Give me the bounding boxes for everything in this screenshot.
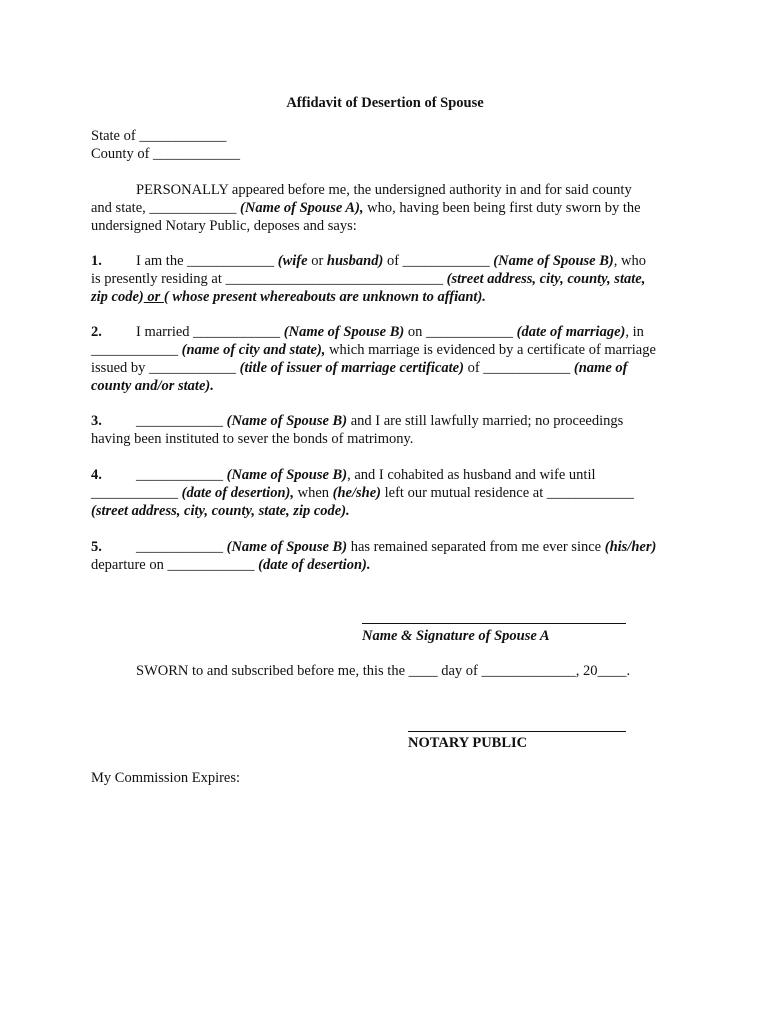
paragraph-3-line-2: having been instituted to sever the bonds of matrimony. [91, 431, 414, 447]
intro-line-2 [91, 199, 641, 217]
or-text: or [143, 289, 164, 305]
placeholder: ( whose present whereabouts are unknown to affiant). [163, 289, 486, 305]
paragraph-number: 1. [91, 253, 102, 269]
text: which marriage is evidenced by a certificate of marriage [325, 342, 656, 358]
text: ____________ [136, 539, 227, 555]
text: when [293, 485, 333, 501]
intro-text: and state, ____________ [91, 200, 241, 216]
text: , who [613, 253, 646, 269]
paragraph-1-line-3 [91, 288, 486, 306]
intro-line-3: undersigned Notary Public, deposes and says: [91, 218, 357, 234]
placeholder: (street address, city, county, state, [446, 271, 646, 287]
text: ____________ [91, 342, 182, 358]
notary-label: NOTARY PUBLIC [408, 735, 528, 751]
placeholder: (wife [277, 253, 308, 269]
placeholder: (date of desertion). [258, 557, 371, 573]
document-title: Affidavit of Desertion of Spouse [286, 95, 484, 111]
text: on ____________ [404, 324, 517, 340]
placeholder: (Name of Spouse B) [226, 467, 348, 483]
text: of ____________ [383, 253, 494, 269]
text: or [307, 253, 327, 269]
paragraph-1-line-2 [91, 270, 645, 288]
paragraph-2-line-2 [91, 341, 656, 359]
commission-label: My Commission Expires: [91, 770, 241, 786]
placeholder: (Name of Spouse B) [283, 324, 405, 340]
text: has remained separated from me ever since [347, 539, 605, 555]
spouse-a-placeholder: (Name of Spouse A), [240, 200, 364, 216]
placeholder: (he/she) [332, 485, 381, 501]
placeholder: county and/or state). [91, 378, 214, 394]
placeholder: husband) [326, 253, 384, 269]
placeholder: (name of [573, 360, 628, 376]
text: ____________ [136, 413, 227, 429]
text: I married ____________ [136, 324, 284, 340]
signature-label: Name & Signature of Spouse A [362, 628, 550, 644]
paragraph-2-line-3 [91, 359, 627, 377]
paragraph-number: 4. [91, 467, 102, 483]
notary-signature-line [408, 731, 626, 732]
paragraph-4-line-2 [91, 484, 634, 502]
text: departure on ____________ [91, 557, 259, 573]
text: is presently residing at ______________________________ [91, 271, 447, 287]
placeholder: (date of desertion), [181, 485, 294, 501]
text: I am the ____________ [136, 253, 278, 269]
paragraph-3-line-1 [91, 412, 623, 430]
paragraph-number: 5. [91, 539, 102, 555]
paragraph-5-line-2 [91, 556, 370, 574]
placeholder: zip code) [91, 289, 144, 305]
text: issued by ____________ [91, 360, 240, 376]
paragraph-2-line-4 [91, 377, 214, 395]
paragraph-4-line-1 [91, 466, 596, 484]
paragraph-number: 2. [91, 324, 102, 340]
sworn-line: SWORN to and subscribed before me, this the ____ day of _____________, 20____. [136, 663, 631, 679]
placeholder: (Name of Spouse B) [493, 253, 614, 269]
text: ____________ [136, 467, 227, 483]
intro-text: who, having been being first duty sworn by the [363, 200, 641, 216]
text: and I are still lawfully married; no proceedings [347, 413, 624, 429]
placeholder: (his/her) [604, 539, 657, 555]
placeholder: (name of city and state), [181, 342, 326, 358]
placeholder: (Name of Spouse B) [226, 413, 348, 429]
paragraph-5-line-1 [91, 538, 656, 556]
spouse-a-signature-line [362, 623, 626, 624]
paragraph-1-line-1 [91, 252, 646, 270]
text: , in [625, 324, 644, 340]
paragraph-2-line-1 [91, 323, 644, 341]
text: ____________ [91, 485, 182, 501]
paragraph-4-line-3 [91, 502, 350, 520]
placeholder: (street address, city, county, state, zip code). [91, 503, 350, 519]
placeholder: (date of marriage) [516, 324, 626, 340]
placeholder: (Name of Spouse B) [226, 539, 348, 555]
text: left our mutual residence at ____________ [381, 485, 634, 501]
intro-line-1: PERSONALLY appeared before me, the undersigned authority in and for said county [136, 182, 632, 198]
text: of ____________ [463, 360, 574, 376]
text: , and I cohabited as husband and wife until [347, 467, 596, 483]
state-line: State of ____________ [91, 128, 227, 144]
placeholder: (title of issuer of marriage certificate) [239, 360, 464, 376]
county-line: County of ____________ [91, 146, 241, 162]
paragraph-number: 3. [91, 413, 102, 429]
